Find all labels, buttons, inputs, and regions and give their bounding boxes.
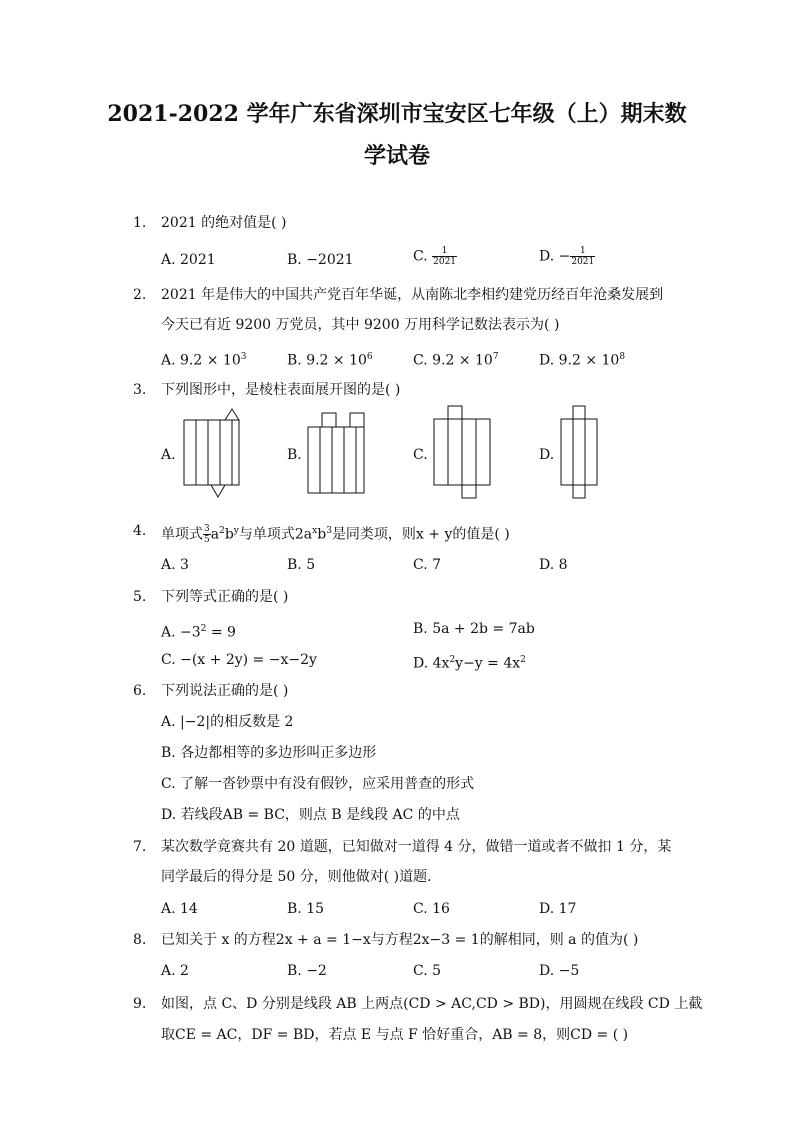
q2-stem-line1: 2021 年是伟大的中国共产党百年华诞，从南陈北李相约建党历经百年沧桑发展到 xyxy=(161,287,664,303)
q3-figure-b xyxy=(302,405,372,501)
q3c-face-3 xyxy=(462,419,476,485)
q9-stem-line2: 取CE = AC，DF = BD，若点 E 与点 F 恰好重合，AB = 8，则CD = ( ) xyxy=(161,1027,629,1043)
q3a-face-1 xyxy=(184,420,196,485)
q7-number: 7. xyxy=(133,839,147,855)
q1-option-a: A. 2021 xyxy=(161,252,216,268)
q7-stem-line1: 某次数学竟赛共有 20 道题，已知做对一道得 4 分，做错一道或者不做扣 1 分，某 xyxy=(161,839,672,855)
q6-option-d: D. 若线段AB = BC，则点 B 是线段 AC 的中点 xyxy=(161,807,460,823)
exam-title-line2: 学试卷 xyxy=(363,143,430,169)
q3-option-c-label: C. xyxy=(413,447,428,463)
q3a-bottom-triangle xyxy=(211,485,225,497)
q1-option-d-label: D. − xyxy=(539,248,571,265)
q4-frac-denominator: 5 xyxy=(204,535,210,546)
q7-option-d: D. 17 xyxy=(539,901,577,917)
q5-option-c: C. −(x + 2y) = −x−2y xyxy=(161,652,317,668)
q1-number: 1. xyxy=(133,215,147,231)
q3d-face-3 xyxy=(585,419,597,485)
q3-figure-a xyxy=(180,405,260,501)
q4-option-b: B. 5 xyxy=(287,557,316,573)
q6-option-b: B. 各边都相等的多边形叫正多边形 xyxy=(161,745,377,761)
q3c-top-square xyxy=(448,406,462,419)
q1-c-numerator: 1 xyxy=(432,246,457,257)
q2-stem-line2: 今天已有近 9200 万党员，其中 9200 万用科学记数法表示为( ) xyxy=(161,317,560,333)
q5-a-exp: 2 xyxy=(200,624,207,634)
q4-stem-exp-b: 2 xyxy=(219,526,225,536)
q2-d-base: D. 9.2 × 10 xyxy=(539,352,620,369)
q2-c-exp: 7 xyxy=(492,352,499,362)
q5-a-text: A. −3 xyxy=(161,624,201,641)
q3b-face-2 xyxy=(320,427,332,493)
q8-number: 8. xyxy=(133,932,147,948)
q1-option-b: B. −2021 xyxy=(287,252,354,268)
q5-option-d xyxy=(413,650,526,674)
q1-c-denominator: 2021 xyxy=(433,257,457,267)
q7-stem-line2: 同学最后的得分是 50 分，则他做对( )道题． xyxy=(161,869,442,885)
q6-stem: 下列说法正确的是( ) xyxy=(161,683,289,699)
q3-figure-d xyxy=(557,403,607,503)
q3b-face-4 xyxy=(344,427,356,493)
q2-number: 2. xyxy=(133,287,147,303)
q3-option-a-label: A. xyxy=(161,447,176,463)
q3a-top-triangle xyxy=(225,409,239,420)
q3a-face-2 xyxy=(196,420,208,485)
q4-option-c: C. 7 xyxy=(413,557,442,573)
q4-stem-text-c: b xyxy=(224,526,234,543)
q3-option-d-label: D. xyxy=(539,447,555,463)
q3-option-b-label: B. xyxy=(287,447,302,463)
q5-number: 5. xyxy=(133,589,147,605)
q5-option-a xyxy=(161,619,236,643)
q7-option-b: B. 15 xyxy=(287,901,325,917)
q8-option-c: C. 5 xyxy=(413,963,442,979)
q3c-face-1 xyxy=(434,419,448,485)
q4-stem-text-f: 是同类项，则x + y的值是( ) xyxy=(331,526,510,543)
q3-number: 3. xyxy=(133,382,147,398)
q4-stem-exp-e: 3 xyxy=(326,526,332,536)
q7-option-a: A. 14 xyxy=(161,901,198,917)
q7-option-c: C. 16 xyxy=(413,901,450,917)
q2-a-base: A. 9.2 × 10 xyxy=(161,352,241,369)
q5-option-b: B. 5a + 2b = 7ab xyxy=(413,621,535,637)
q4-option-d: D. 8 xyxy=(539,557,568,573)
q4-stem-text-d: 与单项式2a xyxy=(238,526,313,543)
q4-stem xyxy=(161,521,510,545)
q3-stem: 下列图形中，是棱柱表面展开图的是( ) xyxy=(161,382,401,398)
q4-number: 4. xyxy=(133,523,147,539)
q3d-top-square xyxy=(573,406,585,419)
q3c-face-2 xyxy=(448,419,462,485)
q4-stem-text-e: b xyxy=(317,526,327,543)
q3a-face-5 xyxy=(232,420,239,485)
q2-d-exp: 8 xyxy=(619,352,626,362)
q2-a-exp: 3 xyxy=(240,352,247,362)
q2-b-base: B. 9.2 × 10 xyxy=(287,352,367,369)
q3c-bottom-square xyxy=(462,485,476,498)
q3b-face-5 xyxy=(356,427,364,493)
q4-stem-exp-c: y xyxy=(233,526,239,536)
q2-b-exp: 6 xyxy=(366,352,373,362)
q1-option-d xyxy=(539,246,595,267)
q5-d-rest: y−y = 4x xyxy=(455,655,521,672)
q5-d-text: D. 4x xyxy=(413,655,450,672)
q1-option-c-label: C. xyxy=(413,248,428,265)
q3-figure-c xyxy=(428,403,500,503)
q3a-face-3 xyxy=(208,420,220,485)
q3a-face-4 xyxy=(220,420,232,485)
q2-option-b xyxy=(287,347,373,371)
q9-stem-line1: 如图，点 C、D 分别是线段 AB 上两点(CD > AC,CD > BD)，用圆规在线段 CD 上截 xyxy=(161,996,703,1012)
q4-stem-fraction xyxy=(203,524,211,545)
q5-stem: 下列等式正确的是( ) xyxy=(161,589,289,605)
q3b-face-3 xyxy=(332,427,344,493)
q2-option-a xyxy=(161,347,246,371)
q4-stem-exp-d: x xyxy=(312,526,318,536)
q4-option-a: A. 3 xyxy=(161,557,189,573)
q8-option-a: A. 2 xyxy=(161,963,189,979)
q1-option-c-fraction xyxy=(432,246,457,267)
q3b-top-square-2 xyxy=(350,413,364,427)
q5-d-exp2: 2 xyxy=(520,655,526,665)
q4-stem-text-a: 单项式 xyxy=(161,526,203,543)
q9-number: 9. xyxy=(133,996,147,1012)
q3b-face-1 xyxy=(308,427,320,493)
q8-option-b: B. −2 xyxy=(287,963,327,979)
q1-option-d-fraction xyxy=(570,246,595,267)
q1-d-numerator: 1 xyxy=(570,246,595,257)
q3d-face-2 xyxy=(573,419,585,485)
q2-c-base: C. 9.2 × 10 xyxy=(413,352,493,369)
exam-title-line1: 2021-2022 学年广东省深圳市宝安区七年级（上）期末数 xyxy=(107,101,687,127)
q8-stem: 已知关于 x 的方程2x + a = 1−x与方程2x−3 = 1的解相同，则 a 的值为( ) xyxy=(161,932,639,948)
q5-d-exp1: 2 xyxy=(449,655,456,665)
q4-frac-numerator: 3 xyxy=(204,524,210,535)
q3d-face-1 xyxy=(561,419,573,485)
q6-option-c: C. 了解一沓钞票中有没有假钞，应采用普查的形式 xyxy=(161,776,475,792)
q6-option-a: A. |−2|的相反数是 2 xyxy=(161,714,294,730)
q1-option-c xyxy=(413,246,457,267)
q3b-top-square-1 xyxy=(322,413,336,427)
q2-option-c xyxy=(413,347,499,371)
q2-option-d xyxy=(539,347,625,371)
q1-d-denominator: 2021 xyxy=(571,257,595,267)
q8-option-d: D. −5 xyxy=(539,963,580,979)
q5-a-rest: = 9 xyxy=(206,624,236,641)
q3c-face-4 xyxy=(476,419,490,485)
q1-stem: 2021 的绝对值是( ) xyxy=(161,215,287,231)
q4-stem-text-b: a xyxy=(210,526,220,543)
q3d-bottom-square xyxy=(573,485,585,498)
q6-number: 6. xyxy=(133,683,147,699)
